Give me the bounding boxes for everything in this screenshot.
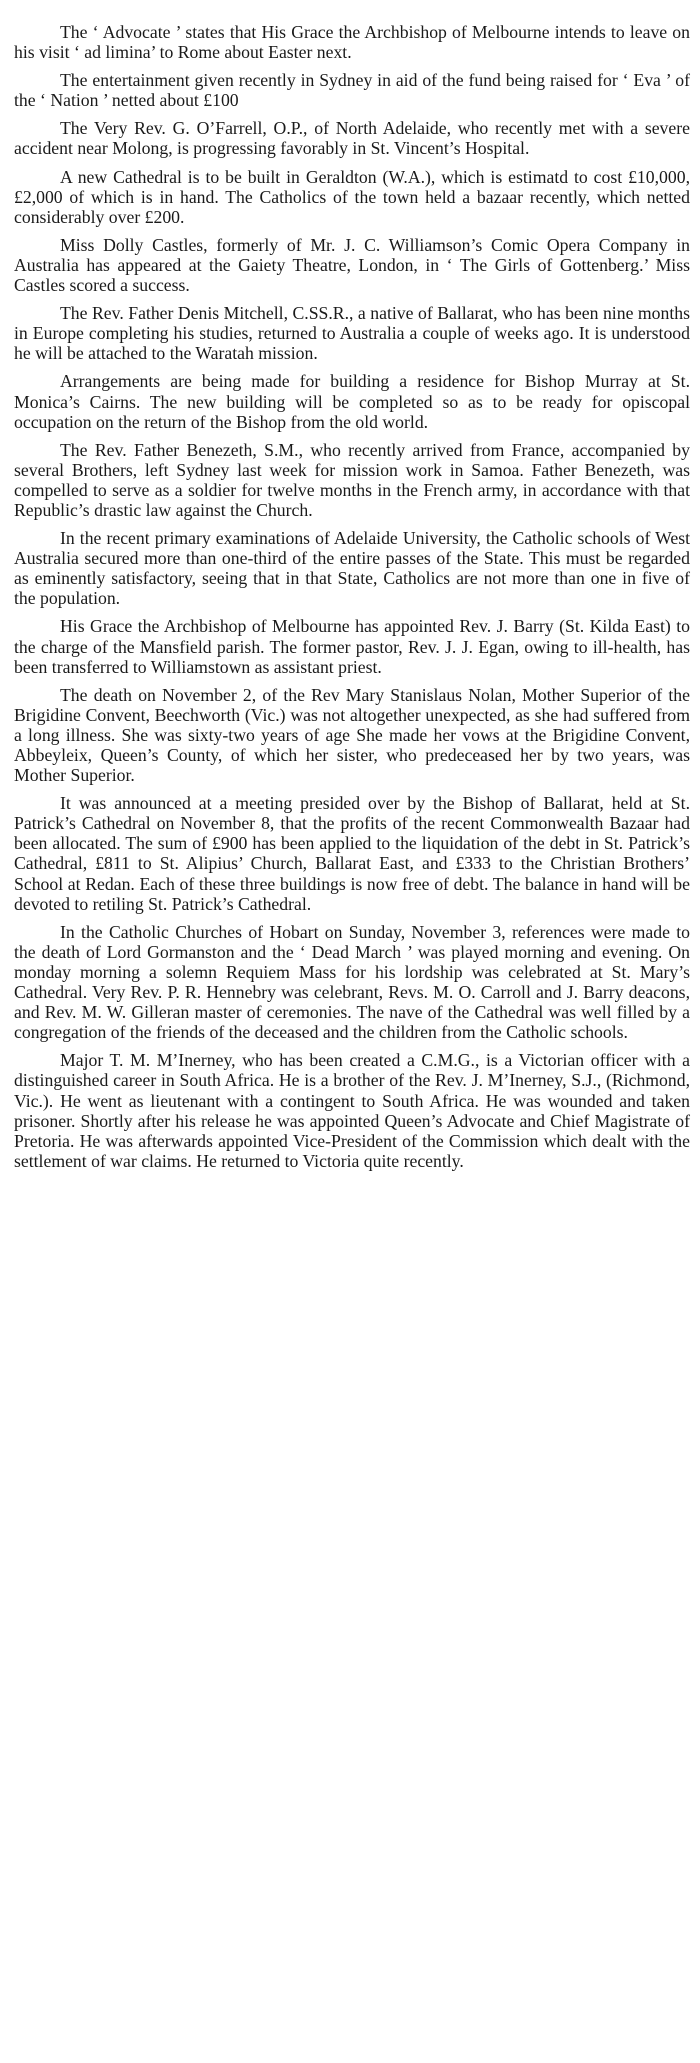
news-paragraph: It was announced at a meeting presided over by the Bishop of Ballarat, held at St. Patrick’s Cathedral on November 8, that the profits of the recent Commonwealth Bazaar had been allocated. The sum of £900 has been applied to the liquidation of the debt in St. Patrick’s Cathedral, £811 to St. Alipius’ Church, Ballarat East, and £333 to the Christian Brothers’ School at Redan. Each of these three buildings is now free of debt. The balance in hand will be devoted to retiling St. Patrick’s Cathedral. xyxy=(14,793,690,914)
news-paragraph: A new Cathedral is to be built in Geraldton (W.A.), which is estimatd to cost £10,000, £2,000 of which is in hand. The Catholics of the town held a bazaar recently, which netted considerably over £200. xyxy=(14,166,690,227)
news-paragraph: The Rev. Father Denis Mitchell, C.SS.R., a native of Ballarat, who has been nine months in Europe completing his studies, returned to Australia a couple of weeks ago. It is understood he will be attached to the Waratah mission. xyxy=(14,303,690,364)
news-paragraph: The death on November 2, of the Rev Mary Stanislaus Nolan, Mother Superior of the Brigidine Convent, Beechworth (Vic.) was not altogether unexpected, as she had suffered from a long illness. She was sixty-two years of age She made her vows at the Brigidine Convent, Abbeyleix, Queen’s County, of which her sister, who predeceased her by two years, was Mother Superior. xyxy=(14,684,690,786)
news-paragraph: The Very Rev. G. O’Farrell, O.P., of North Adelaide, who recently met with a severe accident near Molong, is progressing favorably in St. Vincent’s Hospital. xyxy=(14,118,690,159)
news-paragraph: Miss Dolly Castles, formerly of Mr. J. C. Williamson’s Comic Opera Company in Australia has appeared at the Gaiety Theatre, London, in ‘ The Girls of Gottenberg.’ Miss Castles scored a success. xyxy=(14,234,690,296)
news-paragraph: The Rev. Father Benezeth, S.M., who recently arrived from France, accompanied by several Brothers, left Sydney last week for mission work in Samoa. Father Benezeth, was compelled to serve as a soldier for twelve months in the French army, in accordance with that Republic’s drastic law against the Church. xyxy=(14,439,690,520)
news-paragraph: Major T. M. M’Inerney, who has been created a C.M.G., is a Victorian officer with a distinguished career in South Africa. He is a brother of the Rev. J. M’Inerney, S.J., (Richmond, Vic.). He went as lieutenant with a contingent to South Africa. He was wounded and taken prisoner. Shortly after his release he was appointed Queen’s Advocate and Chief Magistrate of Pretoria. He was afterwards appointed Vice-President of the Commission which dealt with the settlement of war claims. He returned to Victoria quite recently. xyxy=(14,1050,690,1171)
news-paragraph: His Grace the Archbishop of Melbourne has appointed Rev. J. Barry (St. Kilda East) to the charge of the Mansfield parish. The former pastor, Rev. J. J. Egan, owing to ill-health, has been transferred to Williamstown as assistant priest. xyxy=(14,616,690,677)
news-paragraph: The entertainment given recently in Sydney in aid of the fund being raised for ‘ Eva ’ of the ‘ Nation ’ netted about £100 xyxy=(14,70,690,111)
news-paragraph: In the Catholic Churches of Hobart on Sunday, November 3, references were made to the death of Lord Gormanston and the ‘ Dead March ’ was played morning and evening. On monday morning a solemn Requiem Mass for his lordship was celebrated at St. Mary’s Cathedral. Very Rev. P. R. Hennebry was celebrant, Revs. M. O. Carroll and J. Barry deacons, and Rev. M. W. Gilleran master of ceremonies. The nave of the Cathedral was well filled by a congregation of the friends of the deceased and the children from the Catholic schools. xyxy=(14,921,690,1043)
news-paragraph: The ‘ Advocate ’ states that His Grace the Archbishop of Melbourne intends to leave on his visit ‘ ad limina’ to Rome about Easter next. xyxy=(14,22,690,63)
news-paragraph: In the recent primary examinations of Adelaide University, the Catholic schools of West Australia secured more than one-third of the entire passes of the State. This must be regarded as eminently satisfactory, seeing that in that State, Catholics are not more than one in five of the population. xyxy=(14,528,690,609)
news-paragraph: Arrangements are being made for building a residence for Bishop Murray at St. Monica’s Cairns. The new building will be completed so as to be ready for opiscopal occupation on the return of the Bishop from the old world. xyxy=(14,371,690,432)
